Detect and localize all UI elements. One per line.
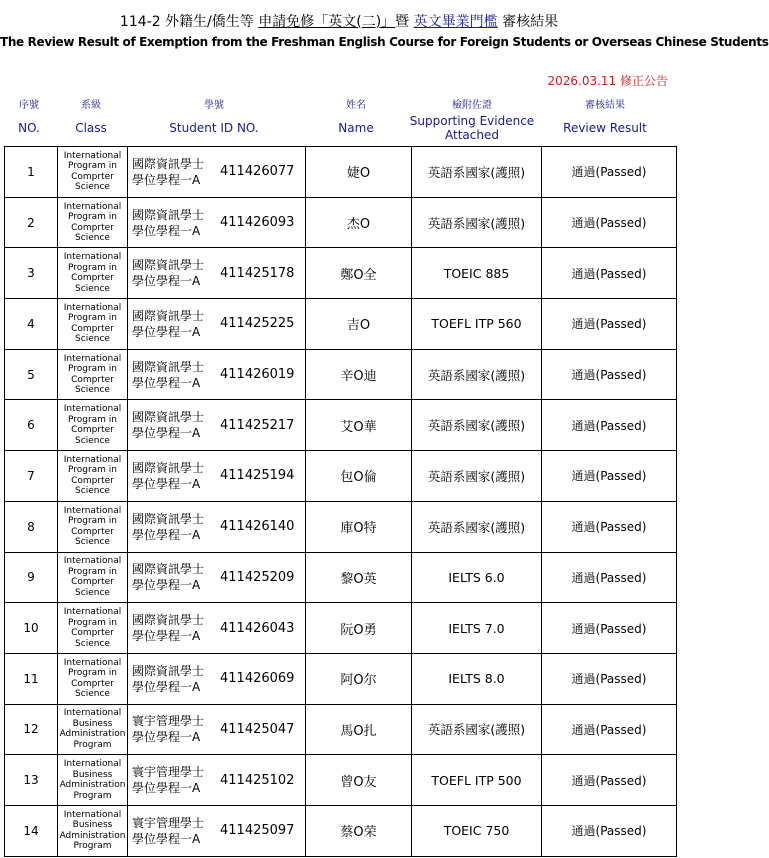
row-name: 庫O特	[306, 501, 412, 552]
row-evidence: IELTS 7.0	[412, 603, 542, 654]
row-number: 9	[5, 552, 58, 603]
row-student-id: 411426069	[210, 653, 306, 704]
table-row	[5, 805, 677, 856]
department-line2: 學位學程一A	[132, 375, 201, 390]
row-name: 馬O扎	[306, 704, 412, 755]
table-row	[5, 603, 677, 654]
table-row	[5, 349, 677, 400]
row-class: International Program in Comprter Science	[58, 603, 128, 654]
row-result: 通過(Passed)	[542, 197, 677, 248]
row-number: 13	[5, 755, 58, 806]
row-class: International Program in Comprter Science	[58, 501, 128, 552]
row-name: 艾O華	[306, 400, 412, 451]
row-evidence: 英語系國家(護照)	[412, 349, 542, 400]
row-department	[128, 805, 210, 856]
row-evidence: TOEFL ITP 560	[412, 299, 542, 350]
row-department	[128, 755, 210, 806]
department-line2: 學位學程一A	[132, 274, 201, 289]
col-header-sid-en: Student ID NO.	[169, 121, 259, 135]
revision-notice: 2026.03.11 修正公告	[547, 74, 668, 88]
col-header-no-en: NO.	[18, 121, 40, 135]
table-row	[5, 400, 677, 451]
row-result: 通過(Passed)	[542, 501, 677, 552]
row-student-id: 411425225	[210, 299, 306, 350]
table-row	[5, 501, 677, 552]
row-number: 6	[5, 400, 58, 451]
row-evidence: 英語系國家(護照)	[412, 501, 542, 552]
department-line1: 寰宇管理學士	[132, 714, 205, 729]
department-line2: 學位學程一A	[132, 324, 201, 339]
row-class: International Business Administration Program	[58, 755, 128, 806]
department-line1: 國際資訊學士	[132, 613, 205, 628]
row-result: 通過(Passed)	[542, 552, 677, 603]
department-line2: 學位學程一A	[132, 426, 201, 441]
row-name: 阿O尔	[306, 653, 412, 704]
row-name: 蔡O荣	[306, 805, 412, 856]
department-line2: 學位學程一A	[132, 476, 201, 491]
col-header-name-zh: 姓名	[346, 100, 366, 111]
department-line2: 學位學程一A	[132, 730, 201, 745]
row-name: 辛O迪	[306, 349, 412, 400]
table-row	[5, 299, 677, 350]
title-link-english-two[interactable]: 申請免修「英文(二)」	[258, 14, 396, 30]
row-student-id: 411425209	[210, 552, 306, 603]
department-line1: 國際資訊學士	[132, 156, 205, 171]
col-header-class-en: Class	[75, 121, 107, 135]
row-result: 通過(Passed)	[542, 248, 677, 299]
row-number: 14	[5, 805, 58, 856]
row-name: 鄭O全	[306, 248, 412, 299]
table-row	[5, 248, 677, 299]
row-class: International Business Administration Program	[58, 704, 128, 755]
department-line1: 國際資訊學士	[132, 308, 205, 323]
row-evidence: 英語系國家(護照)	[412, 400, 542, 451]
row-number: 3	[5, 248, 58, 299]
table-row	[5, 197, 677, 248]
row-class: International Program in Comprter Science	[58, 400, 128, 451]
row-department	[128, 197, 210, 248]
row-name: 阮O勇	[306, 603, 412, 654]
department-line1: 國際資訊學士	[132, 663, 205, 678]
row-student-id: 411425217	[210, 400, 306, 451]
row-evidence: IELTS 6.0	[412, 552, 542, 603]
row-department	[128, 400, 210, 451]
results-table	[4, 146, 677, 857]
row-result: 通過(Passed)	[542, 653, 677, 704]
department-line2: 學位學程一A	[132, 578, 201, 593]
row-number: 10	[5, 603, 58, 654]
row-student-id: 411425194	[210, 451, 306, 502]
row-department	[128, 349, 210, 400]
row-result: 通過(Passed)	[542, 147, 677, 198]
row-result: 通過(Passed)	[542, 704, 677, 755]
row-name: 黎O英	[306, 552, 412, 603]
page-title	[0, 13, 678, 31]
row-student-id: 411425178	[210, 248, 306, 299]
row-result: 通過(Passed)	[542, 451, 677, 502]
row-number: 4	[5, 299, 58, 350]
row-number: 1	[5, 147, 58, 198]
row-number: 8	[5, 501, 58, 552]
row-number: 5	[5, 349, 58, 400]
row-evidence: 英語系國家(護照)	[412, 451, 542, 502]
row-department	[128, 451, 210, 502]
title-prefix: 114-2 外籍生/僑生等	[119, 14, 259, 30]
title-suffix: 審核結果	[497, 14, 559, 30]
department-line1: 寰宇管理學士	[132, 765, 205, 780]
row-number: 2	[5, 197, 58, 248]
table-row	[5, 653, 677, 704]
row-name: 曾O友	[306, 755, 412, 806]
row-department	[128, 603, 210, 654]
row-evidence: 英語系國家(護照)	[412, 704, 542, 755]
col-header-name-en: Name	[338, 121, 374, 135]
row-department	[128, 653, 210, 704]
department-line2: 學位學程一A	[132, 679, 201, 694]
department-line2: 學位學程一A	[132, 172, 201, 187]
title-mid: 暨	[395, 14, 414, 30]
row-result: 通過(Passed)	[542, 349, 677, 400]
row-evidence: 英語系國家(護照)	[412, 197, 542, 248]
row-department	[128, 704, 210, 755]
row-class: International Program in Comprter Science	[58, 197, 128, 248]
row-student-id: 411425102	[210, 755, 306, 806]
row-class: International Program in Comprter Science	[58, 349, 128, 400]
col-header-class-zh: 系級	[81, 100, 101, 111]
row-evidence: TOEFL ITP 500	[412, 755, 542, 806]
row-evidence: IELTS 8.0	[412, 653, 542, 704]
table-row	[5, 704, 677, 755]
row-number: 7	[5, 451, 58, 502]
row-class: International Program in Comprter Science	[58, 147, 128, 198]
title-link-graduation-threshold[interactable]: 英文畢業門檻	[413, 14, 498, 30]
row-result: 通過(Passed)	[542, 603, 677, 654]
row-class: International Program in Comprter Science	[58, 653, 128, 704]
col-header-no-zh: 序號	[19, 100, 39, 111]
row-name: 婕O	[306, 147, 412, 198]
row-department	[128, 248, 210, 299]
department-line1: 國際資訊學士	[132, 562, 205, 577]
row-number: 11	[5, 653, 58, 704]
department-line2: 學位學程一A	[132, 781, 201, 796]
row-class: International Program in Comprter Science	[58, 451, 128, 502]
row-name: 吉O	[306, 299, 412, 350]
col-header-evidence-en: Supporting Evidence Attached	[409, 114, 535, 142]
page-subtitle: The Review Result of Exemption from the Freshman English Course for Foreign Students or Overseas Chinese Students	[0, 35, 769, 49]
row-evidence: TOEIC 750	[412, 805, 542, 856]
col-header-evidence-zh: 檢附佐證	[452, 100, 492, 111]
row-evidence: TOEIC 885	[412, 248, 542, 299]
row-class: International Business Administration Program	[58, 805, 128, 856]
row-class: International Program in Comprter Science	[58, 299, 128, 350]
department-line2: 學位學程一A	[132, 831, 201, 846]
department-line1: 國際資訊學士	[132, 511, 205, 526]
department-line2: 學位學程一A	[132, 223, 201, 238]
row-result: 通過(Passed)	[542, 755, 677, 806]
department-line1: 國際資訊學士	[132, 460, 205, 475]
col-header-sid-zh: 學號	[204, 100, 224, 111]
row-student-id: 411426043	[210, 603, 306, 654]
table-row	[5, 552, 677, 603]
row-student-id: 411426019	[210, 349, 306, 400]
department-line1: 國際資訊學士	[132, 410, 205, 425]
department-line1: 國際資訊學士	[132, 207, 205, 222]
department-line2: 學位學程一A	[132, 629, 201, 644]
row-department	[128, 147, 210, 198]
row-result: 通過(Passed)	[542, 805, 677, 856]
row-student-id: 411426140	[210, 501, 306, 552]
row-class: International Program in Comprter Science	[58, 248, 128, 299]
col-header-result-zh: 審核結果	[585, 100, 625, 111]
row-number: 12	[5, 704, 58, 755]
row-student-id: 411425097	[210, 805, 306, 856]
table-body	[5, 147, 677, 857]
row-department	[128, 552, 210, 603]
department-line1: 國際資訊學士	[132, 258, 205, 273]
row-student-id: 411426093	[210, 197, 306, 248]
row-result: 通過(Passed)	[542, 299, 677, 350]
row-name: 包O倫	[306, 451, 412, 502]
row-student-id: 411425047	[210, 704, 306, 755]
row-student-id: 411426077	[210, 147, 306, 198]
row-name: 杰O	[306, 197, 412, 248]
table-row	[5, 147, 677, 198]
table-row	[5, 755, 677, 806]
table-row	[5, 451, 677, 502]
row-department	[128, 501, 210, 552]
department-line1: 國際資訊學士	[132, 359, 205, 374]
row-result: 通過(Passed)	[542, 400, 677, 451]
row-evidence: 英語系國家(護照)	[412, 147, 542, 198]
row-class: International Program in Comprter Science	[58, 552, 128, 603]
col-header-result-en: Review Result	[563, 121, 647, 135]
department-line1: 寰宇管理學士	[132, 815, 205, 830]
department-line2: 學位學程一A	[132, 527, 201, 542]
row-department	[128, 299, 210, 350]
